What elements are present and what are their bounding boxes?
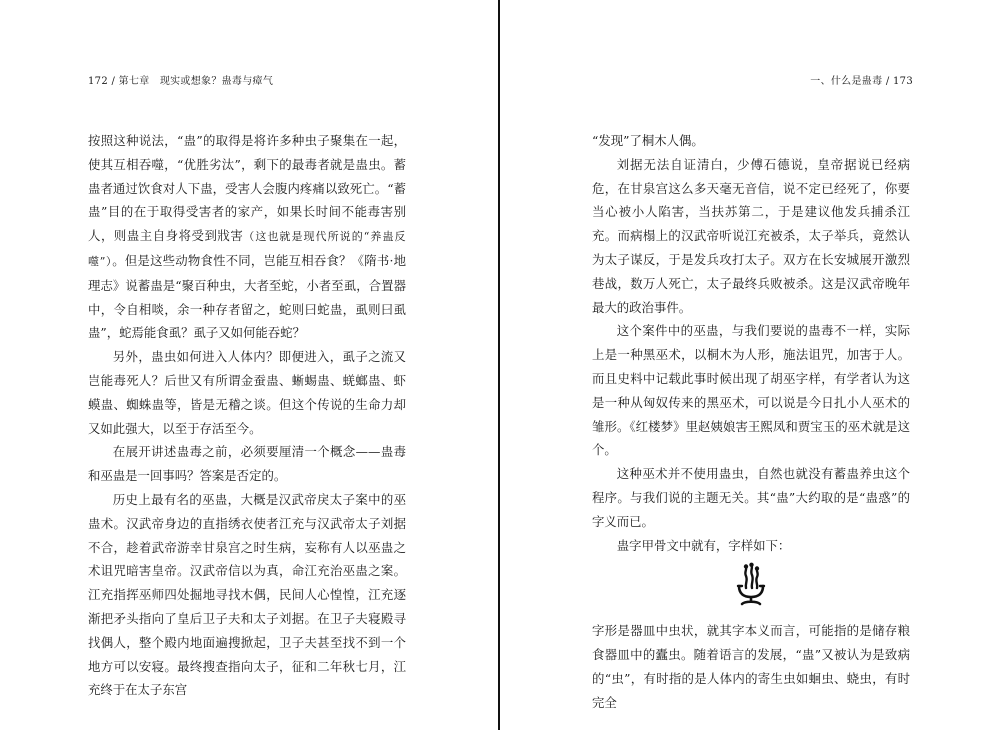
running-header-left: 172 / 第七章 现实或想象？蛊毒与瘴气 [88,76,274,87]
paragraph [88,129,406,345]
paragraph: 这个案件中的巫蛊，与我们要说的蛊毒不一样，实际上是一种黑巫术，以桐木为人形，施法诅咒，加害于人。而且史料中记载此事时候出现了胡巫字样，有学者认为这是一种从匈奴传来的黑巫术，可以说是今日扎小人巫术的雏形。《红楼梦》里赵姨娘害王熙凤和贾宝玉的巫术就是这个。 [592,323,910,458]
paragraph-text: 按照这种说法，“蛊”的取得是将许多种虫子聚集在一起，使其互相吞噬，“优胜劣汰”，剩下的最毒者就是蛊虫。蓄蛊者通过饮食对人下蛊，受害人会腹内疼痛以致死亡。“蓄蛊”目的在于取得受害者的家产，如果长时间不能毒害别人，则蛊主自身将受到戕害 [88,133,406,244]
running-header-right: 一、什么是蛊毒 / 173 [810,76,913,87]
right-page [501,0,991,730]
paragraph: 这种巫术并不使用蛊虫，自然也就没有蓄蛊养虫这个程序。与我们说的主题无关。其“蛊”大约取的是“蛊惑”的字义而已。 [592,466,910,529]
body-text-left [88,129,406,702]
body-text-right [592,129,910,715]
paragraph: “发现”了桐木人偶。 [592,133,704,148]
paragraph: 蛊字甲骨文中就有，字样如下： [616,537,791,553]
paragraph: 在展开讲述蛊毒之前，必须要厘清一个概念——蛊毒和巫蛊是一回事吗？答案是否定的。 [88,444,406,484]
paragraph: 另外，蛊虫如何进入人体内？即便进入，虱子之流又岂能毒死人？后世又有所谓金蚕蛊、蜥蜴蛊、蜣螂蛊、虾蟆蛊、蜘蛛蛊等，皆是无稽之谈。但这个传说的生命力却又如此强大，以至于存活至今。 [88,349,406,436]
inline-note: （这也就是现代所说的“养蛊反噬”） [88,230,407,268]
oracle-bone-glyph-figure [592,562,910,616]
paragraph: 历史上最有名的巫蛊，大概是汉武帝戾太子案中的巫蛊术。汉武帝身边的直指绣衣使者江充与汉武帝太子刘据不合，趁着武帝游幸甘泉宫之时生病，妄称有人以巫蛊之术诅咒暗害皇帝。汉武帝信以为真，命江充治巫蛊之案。江充指挥巫师四处掘地寻找木偶，民间人心惶惶，江充逐渐把矛头指向了皇后卫子夫和太子刘据。在卫子夫寝殿寻找偶人，整个殿内地面遍搜掀起，卫子夫甚至找不到一个地方可以安寝。最终搜查指向太子，征和二年秋七月，江充终于在太子东宫 [88,491,406,698]
paragraph-text: 。但是这些动物食性不同，岂能互相吞食？《隋书·地理志》说蓄蛊是“聚百种虫，大者至蛇，小者至虱，合置器中，令自相啖，余一种存者留之，蛇则曰蛇蛊，虱则曰虱蛊”，蛇焉能食虱？虱子又如何能吞蛇？ [88,252,406,341]
paragraph: 字形是器皿中虫状，就其字本义而言，可能指的是储存粮食器皿中的蠹虫。随着语言的发展，“蛊”又被认为是致病的“虫”，有时指的是人体内的寄生虫如蛔虫、蛲虫，有时完全 [592,623,910,710]
paragraph: 刘据无法自证清白，少傅石德说，皇帝据说已经病危，在甘泉宫这么多天毫无音信，说不定已经死了，你要当心被小人陷害，当扶苏第二，于是建议他发兵捕杀江充。而病榻上的汉武帝听说江充被杀，太子举兵，竟然认为太子谋反，于是发兵攻打太子。双方在长安城展开激烈巷战，数万人死亡，太子最终兵败被杀。这是汉武帝晚年最大的政治事件。 [592,156,910,315]
page-gutter-divider [498,0,500,730]
oracle-bone-gu-glyph-icon [736,562,766,606]
